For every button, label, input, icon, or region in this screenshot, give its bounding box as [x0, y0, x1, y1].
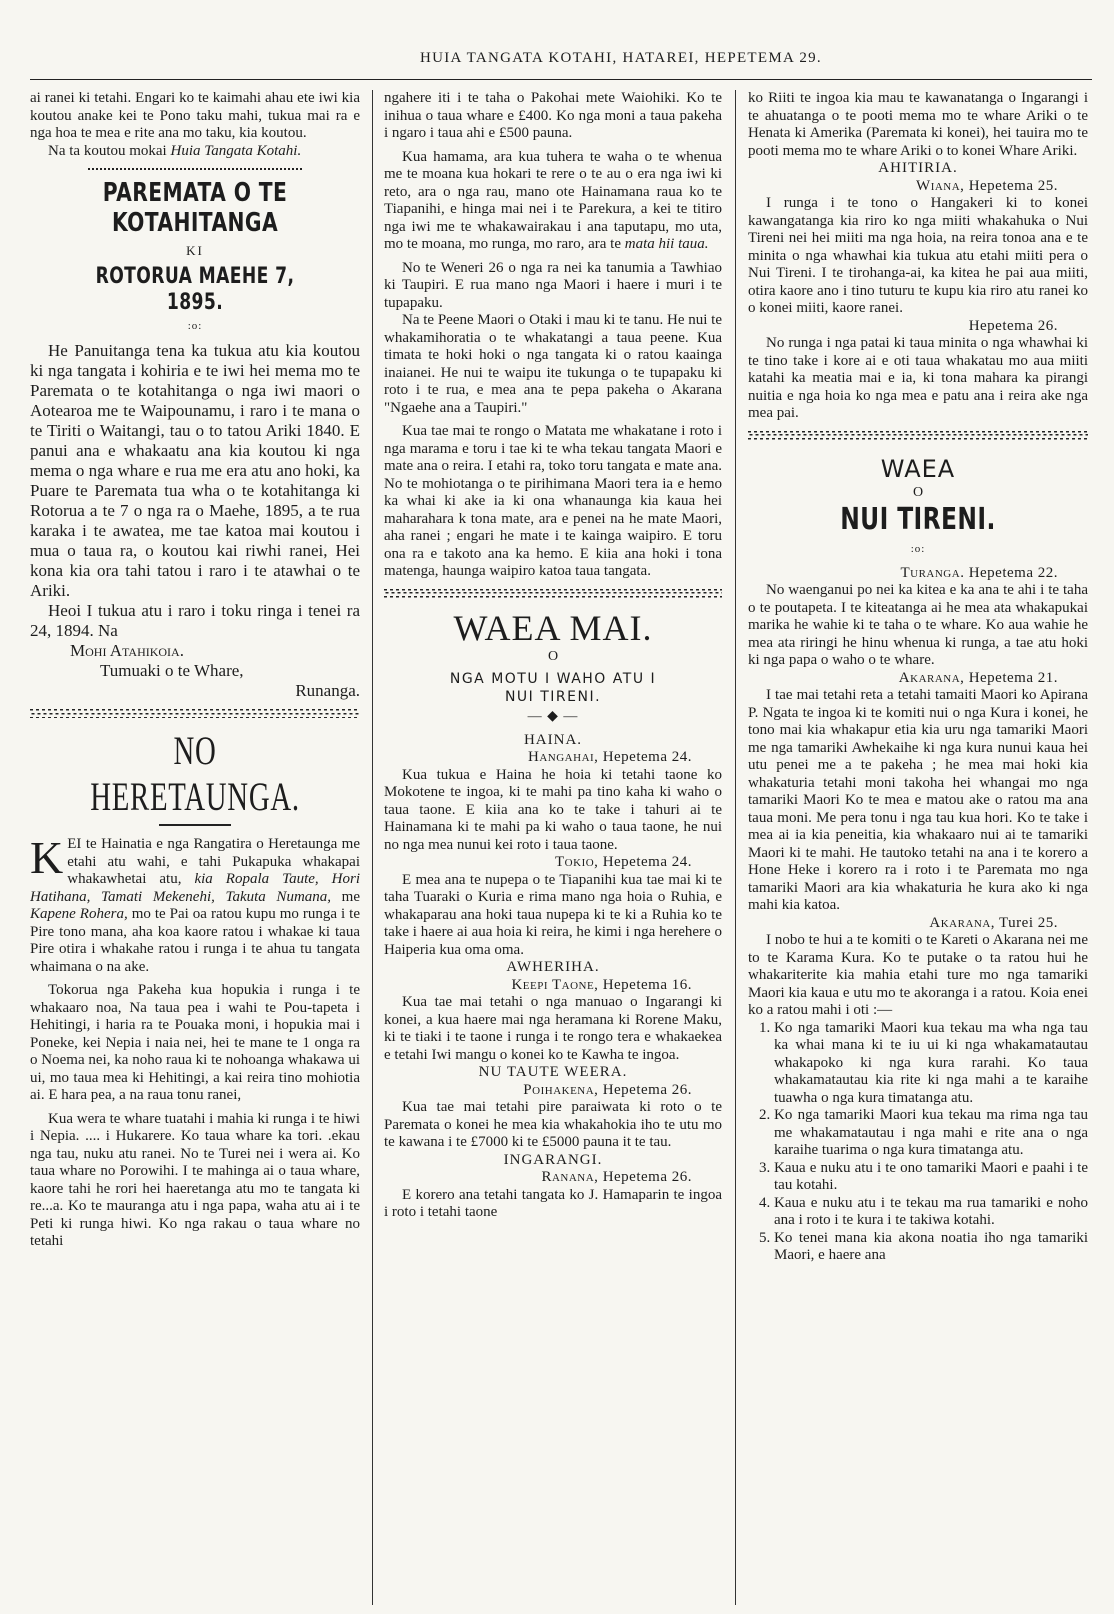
separator: :o: [187, 319, 203, 332]
place: Wiana, [916, 177, 965, 194]
waea-subtitle: NUI TIRENI. [504, 688, 602, 705]
place: Tokio, [555, 854, 599, 870]
column-1 [30, 90, 360, 1605]
dateline [384, 749, 722, 767]
paragraph: Kua tukua e Haina he hoia ki tetahi taone ko Mokotene te ingoa, ki te mahi pa tino kaha ki waho o taua taone. E kiia ana ko te take i tahuri ai te Hainamana ki te mahi pa ki waho o taua taone, he nui no nga mea nunui kei roto i taua taone. [384, 766, 722, 853]
wavy-rule [384, 589, 722, 598]
dateline [748, 565, 1088, 583]
list-item: 1. Ko nga tamariki Maori kua tekau ma wha nga tau ka whai mana ki te iu ui ki nga whakamatautau whakapoko ki nga kura rarahi. Ko taua whakamatautau kia rite ki nga mahi a te karaihe tuawha o nga kura timatanga atu. [774, 1020, 1088, 1108]
waea-mai-title: WAEA MAI. [453, 607, 653, 648]
text: mo te Pai oa ratou kupu mo runga i te Pire tono mana, aha koa kaore ratou i whakae ki taua Pire otira i whakahe ratou i runga i te ahua tu tangata whaimana o na ake. [30, 906, 360, 975]
wavy-rule [748, 431, 1088, 440]
place: Akarana, [929, 914, 996, 931]
signature-name: Mohi Atahikoia. [70, 641, 184, 660]
title-rule [159, 824, 232, 826]
section-head: HAINA. [523, 731, 583, 748]
place: Keepi Taone, [511, 976, 599, 993]
header-rule [30, 79, 1092, 80]
dateline [384, 977, 722, 995]
list-item: 3. Kaua e nuku atu i te ono tamariki Maori e paahi i te tau kotahi. [774, 1160, 1088, 1195]
paragraph: Kua tae mai te rongo o Matata me whakatane i roto i nga marama e toru i tae ki te wha tekau tangata Maori e mate ana o reira. I etahi ra, toko toru tangata e mate ana. No te mohiotanga o te pirihimana Maori tera ia e hemo ka whai ki ake ia ki ona whanaunga kia kaua hei maharahara k tona mate, ara e penei na he mate Maori, aha ranei ; engari he mate i te kainga waipiro. E toru ona ra e takoto ana ka hemo. E kiia ana hoki i tona matenga, haunga waipiro katoa taua tangata. [384, 423, 722, 579]
column-2 [384, 90, 722, 1605]
paragraph: Kua tae mai tetahi o nga manuao o Ingarangi ki konei, a kua haere mai nga heramana ki Rorene Maku, ki te tiaki i te taone i runga i te rongo tera e whakaekea e tetahi Iwi mangu o konei ko te Kawha te ingoa. [384, 994, 722, 1063]
waea-subtitle: NGA MOTU I WAHO ATU I [449, 671, 657, 687]
paragraph [384, 149, 722, 254]
paragraph: He Panuitanga tena ka tukua atu kia koutou ki nga tangata i kohiria e te iwi hei mema mo te Paremata o te kotahitanga o nga iwi maori o Aotearoa me te Waipounamu, i raro i te mana o te Tiriti o Waitangi, tau o to tatou Ariki 1840. E panui ana e whakaatu ana kia koutou ki nga mema o nga whare e rua me era atu ano hoki, ka Puare te Paremata tua wha o te kotahitanga ki Rotorua a te 7 o nga ra o Maehe, 1895, a te rua karaka i te awatea, me tae katoa mai koutou i mua o taua ra, o koutou kai riwhi ranei, Hei kona kia ora tahi tatou i raro i te atawhai o te Ariki. [30, 341, 360, 600]
section-head: NU TAUTE WEERA. [478, 1064, 628, 1080]
notice-title: PAREMATA O TE KOTAHITANGA [102, 178, 288, 238]
dateline [384, 1082, 722, 1100]
paragraph: No waenganui po nei ka kitea e ka ana te ahi i te taha o te poutapeta. I te kiteatanga ai he mea ata whakapukai marika he wahie ki te taha o te whare. Ko aua wahie he mea ata riringi he hinu whenua ki runga, a tae atu hoki ki nga papa o waho o te whare. [748, 582, 1088, 668]
paragraph: Kua tae mai tetahi pire paraiwata ki roto o te Paremata o konei he mea kia whakahokia iho te utu mo te kawana i te £7000 ki te £5000 pauna it te tau. [384, 1099, 722, 1150]
paragraph: ngahere iti i te taha o Pakohai mete Waiohiki. Ko te inihua o taua whare e £400. Ko nga moni a taua pakeha i ngaro i taua ahi e £500 pauna. [384, 90, 722, 141]
paragraph: ai ranei ki tetahi. Engari ko te kaimahi ahau ete iwi kia koutou anake kei te Pono taku mahi, tukua mai ra e nga hoa te mea e rite ana mo taku, kia koutou. [30, 90, 360, 141]
text: Kua hamama, ara kua tuhera te waha o te whenua me te moana kua hokari te rere o te au o era nga iwi ki reto, ara o nga rau, mano ote Hainamana raua ko te Tiapanihi, e hinga mai nei i te Parekura, a kei te titiro nga iwi me te whakawairakau i ana taputapu, mo uta, mo te moana, mo runga, mo raro, ara te [384, 148, 722, 252]
heretaunga-title: NO HERETAUNGA. [90, 728, 300, 819]
wavy-rule [30, 709, 360, 718]
date: Hepetema 21. [968, 669, 1058, 686]
dotted-rule [88, 168, 303, 170]
place: Ranana, [541, 1169, 599, 1185]
column-3 [748, 90, 1088, 1605]
list-item: 2. Ko nga tamariki Maori kua tekau ma rima nga tau me whakamatautau i nga mahi e rite ana o nga karaihe tuarima o nga kura timatanga atu. [774, 1107, 1088, 1160]
waea-title: WAEA [880, 454, 956, 483]
place: Hangahai, [528, 749, 599, 765]
signature-role: Runanga. [295, 681, 360, 700]
dateline: Hepetema 26. [968, 317, 1058, 334]
notice-subtitle: ROTORUA MAEHE 7, 1895. [95, 263, 295, 315]
paragraph: E korero ana tetahi tangata ko J. Hamaparin te ingoa i roto i tetahi taone [384, 1186, 722, 1220]
paragraph: Heoi I tukua atu i raro i toku ringa i tenei ra 24, 1894. Na [30, 601, 360, 640]
column-divider [735, 90, 736, 1605]
dateline [384, 854, 722, 872]
place: Akarana, [898, 669, 965, 686]
text: me [341, 888, 360, 905]
dateline [748, 670, 1088, 688]
date: Hepetema 26. [602, 1169, 692, 1185]
list-item: 5. Ko tenei mana kia akona noatia iho nga tamariki Maori, e haere ana [774, 1230, 1088, 1265]
paragraph: I nobo te hui a te komiti o te Kareti o Akarana nei me to te Karama Kura. Ko te putake o ta ratou hui he whakariterite kia mahia etahi ture mo nga tamariki Maori kia kaua e utu mo te akoranga i a ratou. Koia enei ko a ratou mahi i oti :— [748, 932, 1088, 1018]
paragraph: E mea ana te nupepa o te Tiapanihi kua tae mai ki te taha Tuaraki o Kuria e rima mano nga hoia o Ruhia, e whakaparau ana hoki taua nupepa ki te ki a Ruhia ko te take i haere ai aua hoia ki reira, he kimi i nga herehere o Haiperia kua oma oma. [384, 871, 722, 958]
signature-role: Tumuaki o te Whare, [100, 661, 244, 680]
numbered-list [748, 1020, 1088, 1265]
separator: — ◆ — [527, 709, 579, 724]
names: kia Ropala Taute, Hori Hatihana, Tamati Mekenehi, Takuta Numana, [30, 871, 360, 905]
date: Hepetema 16. [602, 976, 692, 993]
paper-name: Huia Tangata Kotahi. [170, 142, 302, 159]
paragraph: ko Riiti te ingoa kia mau te kawanatanga o Ingarangi i te ahuatanga o te pooti mema mo te whare Ariki o te Henata ki Amerika (Paremata ki konei), hei tauira mo te pooti mema mo te whare Ariki o to konei Whare Ariki. [748, 90, 1088, 159]
date: Hepetema 22. [968, 564, 1058, 581]
text: Na ta koutou mokai [48, 142, 167, 159]
place: Turanga. [900, 564, 965, 581]
paragraph [30, 832, 360, 976]
date: Hepetema 25. [968, 177, 1058, 194]
drop-cap: K [30, 832, 64, 883]
paragraph: Na te Peene Maori o Otaki i mau ki te tanu. He nui te whakamihoratia o te whakatangi a taua peene. Kua timata te hoki hoki o nga tangata ki o ratou kaainga inaianei. He nui te waipu ite tukunga o te tupapaku ki roto i te rua, e mea ana te pepa pakeha o Akarana "Ngaehe ana a Taupiri." [384, 312, 722, 416]
list-item: 4. Kaua e nuku atu i te tekau ma rua tamariki e noho ana i roto i te kura i te takiwa kotahi. [774, 1195, 1088, 1230]
names: Kapene Rohera, [30, 906, 128, 922]
paragraph: Kua wera te whare tuatahi i mahia ki runga i te hiwi i Nepia. .... i Hukarere. Ko taua whare ka tori. .ekau nga tau, nuku atu ranei. No te Turei nei i wera ai. Ko taua whare no Porowihi. I te mahinga ai o taua whare, kaore tahi he rori hei haeretanga atu mo te tangata ki re...a. Ko te mauranga atu i nga papa, waha atu ai i te Peti ki runga hiwi. Ko nga rakau o taua whare no tetahi [30, 1110, 360, 1249]
notice-ki: KI [186, 243, 204, 258]
paragraph: Tokorua nga Pakeha kua hopukia i runga i te whakaaro noa, Na taua pea i wahi te Pou-tapeta i Hehitingi, i haria ra te Pouaka moni, i hopukia mai i Poneke, kei Nepia i naia nei, hei te mane te 1 onga ra o Noema nei, ka noho raua ki te nohoanga whakawa ui ui, mo taua mea ki Hehitingi, a kai reira tino mohiotia ai. E hara pea, a na raua tonu ranei, [30, 982, 360, 1103]
dateline [384, 1169, 722, 1187]
text: mata hii taua. [624, 236, 709, 252]
date: Turei 25. [999, 914, 1058, 931]
section-head: INGARANGI. [503, 1151, 603, 1168]
date: Hepetema 24. [602, 854, 692, 870]
paragraph: No te Weneri 26 o nga ra nei ka tanumia a Tawhiao ki Taupiri. E rua mano nga Maori i haere i muri i te tupapaku. [384, 259, 722, 311]
text: EI te Hainatia e nga Rangatira o Heretaunga me etahi atu wahi, e tahi Pukapuka whakapai whakawhetai atu, [67, 836, 360, 887]
nui-tireni-title: NUI TIRENI. [840, 502, 996, 537]
section-head: AHITIRIA. [878, 160, 958, 176]
paragraph [30, 143, 360, 161]
paragraph: No runga i nga patai ki taua minita o nga whawhai ki te tino take i kore ai e oti taua whakatau mo aua miiti katahi ka meatia mai e ia, ki tona mahara ka pirangi nuitia e nga hoia ko nga mea e patu ana i reira ake nga mea pai. [748, 335, 1088, 421]
dateline [748, 178, 1088, 196]
section-head: AWHERIHA. [506, 959, 600, 975]
date: Hepetema 24. [602, 749, 692, 765]
date: Hepetema 26. [602, 1081, 692, 1098]
dateline [748, 915, 1088, 933]
place: Poihakena, [523, 1081, 599, 1098]
paragraph: I tae mai tetahi reta a tetahi tamaiti Maori ko Apirana P. Ngata te ingoa ki te komiti nui o nga Kura i konei, he tono mai kia whakapur etia kia uru nga tamariki Maori me nga tamariki Awhekaihe ki nga kura nunui kaua hei utu penei me a te pakeha ; he mea mai hoki kia whakaturia tetahi moni takoha hei whangai mo nga tamariki Maori Ko te mea e matou ake o ratou ma ana taua moni. Me pera tonu i nga tau kua hori. Ko te take i mea ai ia kia peneitia, kia whakaaro nui ai te tamariki Maori ki te mahi. He tautoko tetahi na ana i te korero a Hone Heke i korero ra i roto i te Paremata mo nga tamariki Maori ara kia whakaturia he kura ako ki nga mahi kia katoa. [748, 687, 1088, 913]
separator: :o: [910, 543, 926, 555]
running-head: HUIA TANGATA KOTAHI, HATAREI, HEPETEMA 29. [419, 50, 822, 66]
waea-o: O [912, 484, 924, 500]
waea-o: O [547, 648, 559, 664]
paragraph: I runga i te tono o Hangakeri ki to konei kawangatanga kia riro ko nga miiti whakahuka o Nui Tireni nei hei miiti ma nga hoia, na reira tonoa ana e te minita o nga whawhai kia tukua atu etahi miiti pera o Nui Tireni. I te tirohanga-ai, ka kitea he pai aua miiti, otira kaore ano i tino tuturu te kupu kia riro atu ranei ko o konei miiti, kaore ranei. [748, 195, 1088, 316]
column-divider [372, 90, 373, 1605]
